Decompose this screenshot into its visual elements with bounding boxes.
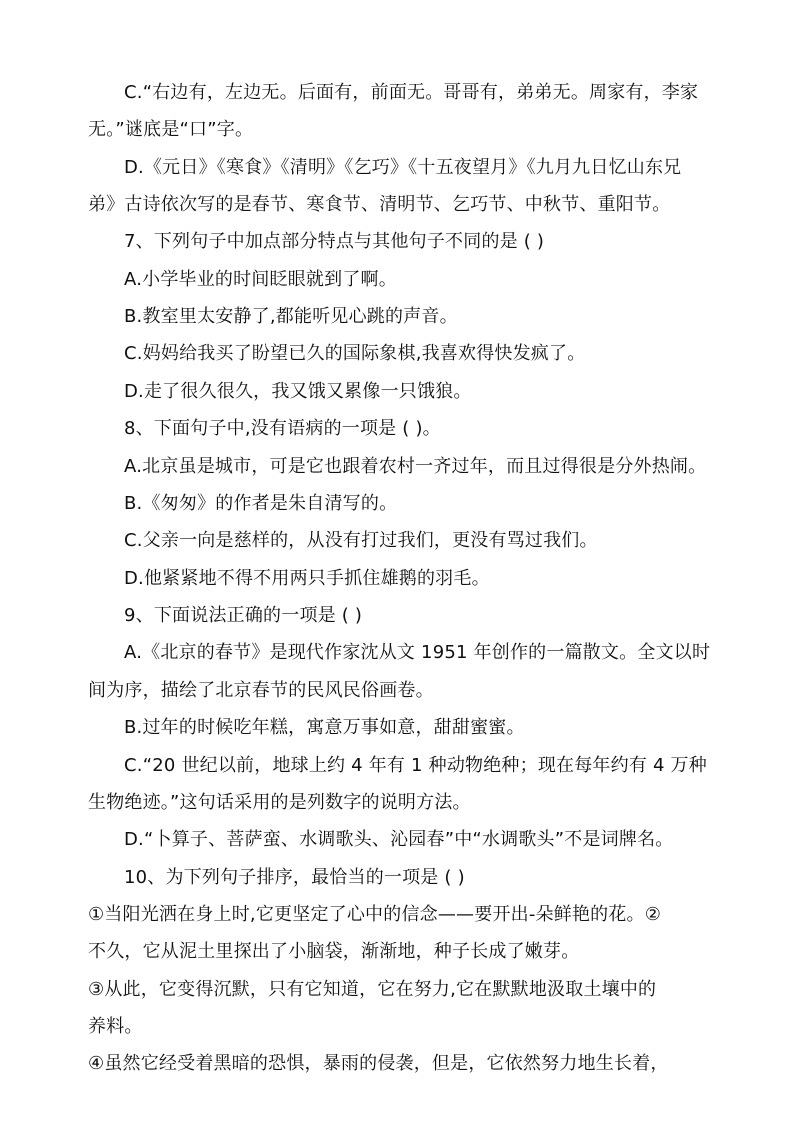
- q8-option-a: A.北京虽是城市，可是它也跟着农村一齐过年，而且过得很是分外热闹。: [124, 456, 707, 477]
- q10-sentence-4: ④虽然它经受着黑暗的恐惧，暴雨的侵袭，但是，它依然努力地生长着，: [88, 1053, 669, 1074]
- q7-option-b: B.教室里太安静了,都能听见心跳的声音。: [124, 306, 458, 327]
- option-d-text: D.《元日》《寒食》《清明》《乞巧》《十五夜望月》《九月九日忆山东兄: [124, 157, 682, 178]
- option-c-text: C.“右边有，左边无。后面有，前面无。哥哥有，弟弟无。周家有，李家: [124, 82, 699, 103]
- q9-option-a-continuation: 间为序，描绘了北京春节的民风民俗画卷。: [88, 680, 434, 701]
- q9-option-c-continuation: 生物绝迹。”这句话采用的是列数字的说明方法。: [88, 792, 471, 813]
- q10-sentence-1: ①当阳光洒在身上时,它更坚定了心中的信念——要开出-朵鲜艳的花。②: [88, 904, 662, 925]
- q10-sentence-2: 不久，它从泥土里探出了小脑袋，渐渐地，种子长成了嫩芽。: [88, 941, 580, 962]
- q9-option-c: C.“20 世纪以前，地球上约 4 年有 1 种动物绝种；现在每年约有 4 万种: [124, 755, 707, 776]
- q8-option-d: D.他紧紧地不得不用两只手抓住雄鹅的羽毛。: [124, 568, 490, 589]
- q7-option-c: C.妈妈给我买了盼望已久的国际象棋,我喜欢得快发疯了。: [124, 343, 586, 364]
- q8-option-b: B.《匆匆》的作者是朱自清写的。: [124, 493, 398, 514]
- question-8: 8、下面句子中,没有语病的一项是 ( )。: [124, 418, 441, 439]
- q9-option-a: A.《北京的春节》是现代作家沈从文 1951 年创作的一篇散文。全文以时: [124, 642, 711, 663]
- question-10: 10、为下列句子排序，最恰当的一项是 ( ): [124, 867, 465, 888]
- q7-option-a: A.小学毕业的时间眨眼就到了啊。: [124, 269, 397, 290]
- option-d-continuation: 弟》古诗依次写的是春节、寒食节、清明节、乞巧节、中秋节、重阳节。: [88, 194, 671, 215]
- q8-option-c: C.父亲一向是慈样的，从没有打过我们，更没有骂过我们。: [124, 530, 598, 551]
- q10-sentence-3: ③从此，它变得沉默，只有它知道，它在努力,它在默默地汲取土壤中的: [88, 979, 657, 1000]
- question-9: 9、下面说法正确的一项是 ( ): [124, 605, 363, 626]
- q10-sentence-3-continuation: 养料。: [88, 1016, 143, 1037]
- q7-option-d: D.走了很久很久，我又饿又累像一只饿狼。: [124, 381, 472, 402]
- q9-option-d: D.“卜算子、菩萨蛮、水调歌头、沁园春”中“水调歌头”不是词牌名。: [124, 829, 674, 850]
- question-7: 7、下列句子中加点部分特点与其他句子不同的是 ( ): [124, 231, 545, 252]
- q9-option-b: B.过年的时候吃年糕，寓意万事如意，甜甜蜜蜜。: [124, 717, 525, 738]
- option-c-continuation: 无。”谜底是“口”字。: [88, 119, 254, 140]
